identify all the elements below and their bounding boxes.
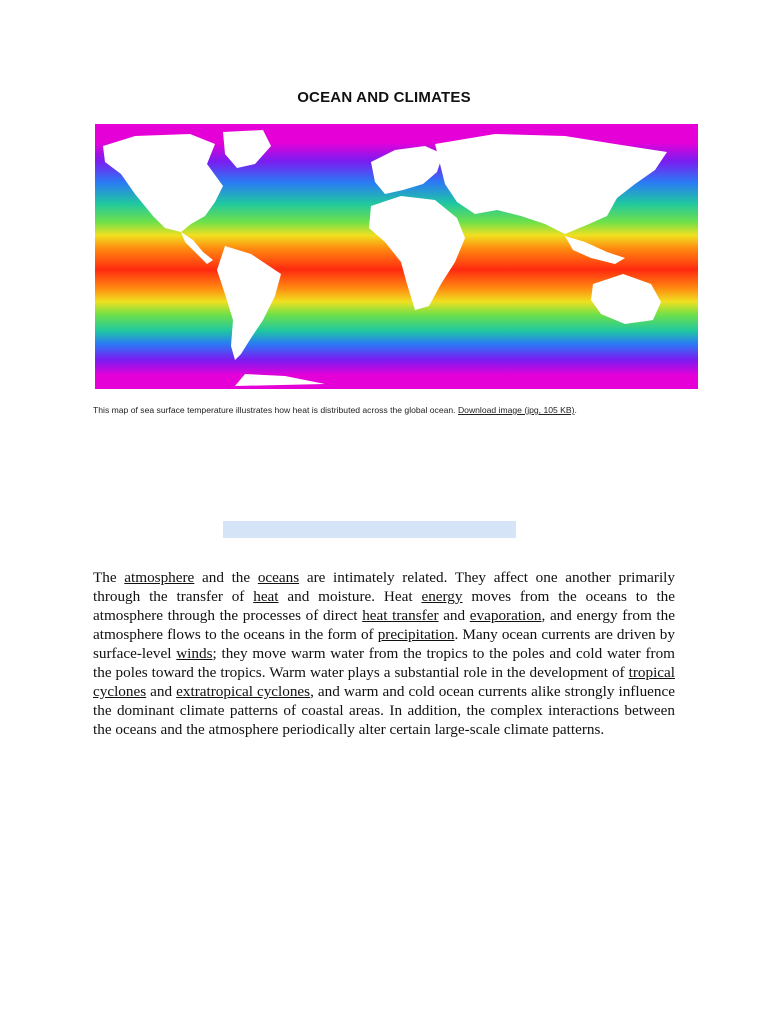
link-energy[interactable]: energy xyxy=(421,588,463,605)
sst-map-svg xyxy=(95,124,698,389)
paragraph-text: and moisture. Heat xyxy=(278,588,422,605)
link-tropical-cyclones[interactable]: tropical cyclones xyxy=(93,664,675,700)
paragraph-text: ; they move warm water from the tropics to the poles and cold water from the poles toward the tropics. Warm water plays a substantial role in the development of xyxy=(93,645,675,681)
paragraph-text: moves from the oceans to the atmosphere through the processes of direct xyxy=(93,588,675,624)
paragraph-text: and xyxy=(146,683,177,700)
link-heat[interactable]: heat xyxy=(253,588,279,605)
paragraph-text: , and warm and cold ocean currents alike strongly influence the dominant climate patterns of coastal areas. In addition, the complex interactions between the oceans and the atmosphere periodically alter certain large-scale climate patterns. xyxy=(93,683,675,738)
link-evaporation[interactable]: evaporation xyxy=(469,607,542,624)
link-extratropical-cyclones[interactable]: extratropical cyclones xyxy=(176,683,311,700)
link-winds[interactable]: winds xyxy=(176,645,213,662)
paragraph-text: are intimately related. They affect one another primarily through the transfer of xyxy=(93,569,675,605)
highlight-bar xyxy=(223,521,516,538)
link-oceans[interactable]: oceans xyxy=(257,569,300,586)
paragraph-text: and the xyxy=(194,569,258,586)
paragraph-text: . Many ocean currents are driven by surface-level xyxy=(93,626,675,662)
body-paragraph xyxy=(93,568,675,739)
paragraph-text: and xyxy=(438,607,470,624)
caption-text: This map of sea surface temperature illustrates how heat is distributed across the global ocean. xyxy=(93,405,456,415)
caption-period: . xyxy=(574,405,577,415)
paragraph-text: , and energy from the atmosphere flows to the oceans in the form of xyxy=(93,607,675,643)
link-atmosphere[interactable]: atmosphere xyxy=(124,569,195,586)
map-caption xyxy=(93,405,693,415)
page-title: OCEAN AND CLIMATES xyxy=(297,89,471,106)
link-precipitation[interactable]: precipitation xyxy=(377,626,455,643)
sea-surface-temperature-map xyxy=(95,124,698,389)
link-heat-transfer[interactable]: heat transfer xyxy=(362,607,439,624)
paragraph-text: The xyxy=(93,569,125,586)
download-image-link[interactable]: Download image (jpg, 105 KB) xyxy=(457,405,575,415)
